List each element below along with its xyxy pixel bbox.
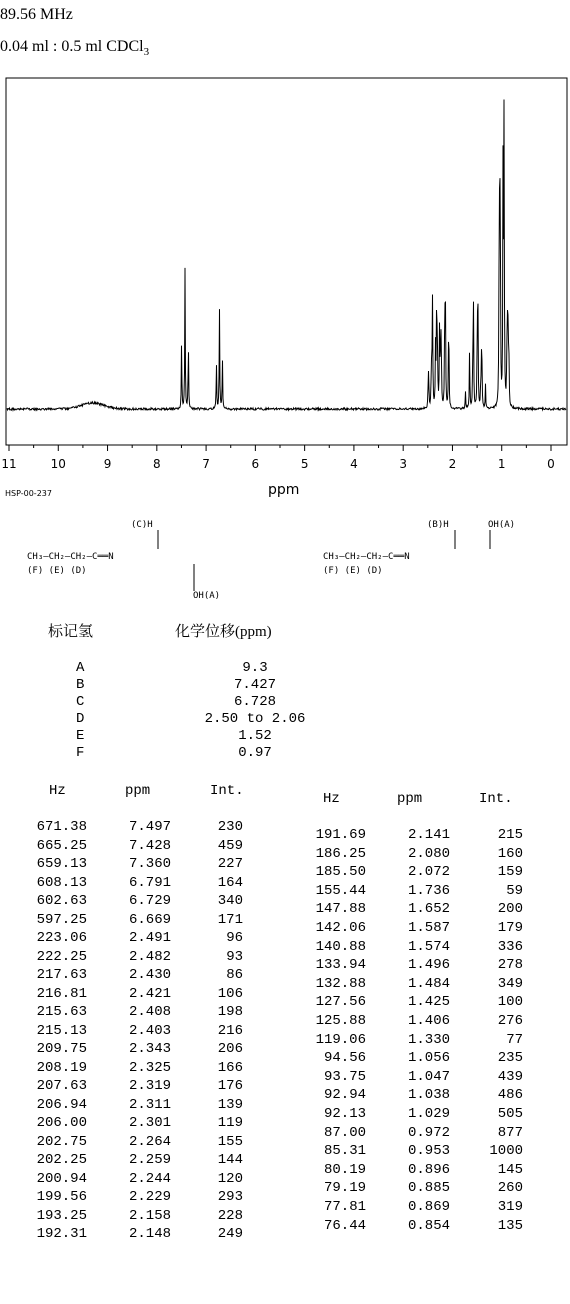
peak-ppm: 2.421 [128, 985, 171, 1002]
assignment-label: E [76, 728, 85, 744]
peak-hz: 200.94 [36, 1170, 87, 1187]
left-header-hz: Hz [49, 783, 66, 799]
peak-int: 235 [497, 1050, 523, 1067]
peak-hz: 125.88 [315, 1013, 366, 1029]
peak-ppm: 2.403 [128, 1022, 171, 1039]
peak-int: 206 [217, 1041, 243, 1057]
x-tick-label: 3 [399, 457, 408, 471]
peak-int: 1000 [489, 1143, 523, 1160]
peak-int: 486 [497, 1087, 523, 1104]
peak-int: 200 [497, 901, 523, 918]
peak-hz: 193.25 [36, 1207, 87, 1224]
peak-hz: 665.25 [36, 837, 87, 854]
peak-int: 96 [226, 930, 243, 946]
peak-hz: 119.06 [315, 1031, 366, 1048]
peak-ppm: 1.736 [407, 882, 450, 899]
x-tick-label: 7 [202, 457, 210, 471]
peak-ppm: 0.953 [407, 1143, 450, 1160]
peak-ppm: 2.301 [128, 1115, 171, 1131]
peak-hz: 142.06 [315, 920, 366, 936]
peak-hz: 216.81 [36, 985, 87, 1002]
peak-hz: 217.63 [36, 967, 87, 983]
peak-ppm: 7.428 [128, 837, 171, 854]
peak-ppm: 7.360 [128, 856, 171, 872]
assignment-label: F [76, 745, 85, 761]
x-axis-tick-labels [1, 457, 554, 471]
peak-ppm: 1.056 [407, 1050, 450, 1067]
peak-ppm: 6.729 [128, 893, 171, 909]
right-header-ppm: ppm [397, 791, 423, 807]
peak-hz: 92.94 [323, 1087, 366, 1104]
left-header-int: Int. [210, 783, 244, 799]
peak-int: 171 [217, 911, 243, 928]
peak-hz: 155.44 [315, 882, 366, 899]
peak-ppm: 2.158 [128, 1207, 171, 1224]
peak-int: 106 [217, 985, 243, 1002]
peak-hz: 597.25 [36, 911, 87, 928]
peak-ppm: 1.574 [407, 938, 450, 955]
peak-hz: 85.31 [323, 1143, 366, 1160]
peak-int: 228 [217, 1207, 243, 1224]
peak-ppm: 1.406 [407, 1013, 450, 1029]
x-tick-label: 10 [50, 457, 66, 471]
peak-ppm: 2.343 [128, 1041, 171, 1057]
peak-int: 100 [497, 994, 523, 1011]
peak-hz: 93.75 [323, 1068, 366, 1085]
peak-hz: 185.50 [315, 864, 366, 881]
peak-hz: 87.00 [323, 1124, 366, 1141]
peak-hz: 207.63 [36, 1078, 87, 1094]
peak-int: 230 [217, 819, 243, 835]
x-tick-label: 1 [497, 457, 506, 471]
right-letters: (F) (E) (D) [323, 566, 383, 576]
left-bottom-label: OH(A) [193, 591, 221, 601]
peak-hz: 202.25 [36, 1152, 87, 1168]
peak-ppm: 7.497 [128, 819, 171, 835]
peak-int: 93 [226, 948, 243, 965]
peak-ppm: 2.080 [407, 845, 450, 862]
assignment-label: A [76, 660, 85, 676]
assignment-header-shift: 化学位移(ppm) [175, 624, 272, 640]
peak-hz: 209.75 [36, 1041, 87, 1057]
peak-hz: 133.94 [315, 957, 366, 974]
peak-int: 155 [217, 1133, 243, 1150]
x-tick-label: 9 [103, 457, 112, 471]
peak-int: 278 [497, 957, 523, 974]
peak-ppm: 1.484 [407, 975, 450, 992]
peak-ppm: 1.047 [407, 1068, 450, 1085]
peak-hz: 77.81 [323, 1199, 366, 1215]
peak-int: 459 [217, 837, 243, 854]
peak-ppm: 2.408 [128, 1004, 171, 1020]
nmr-spectrum-chart [0, 70, 570, 490]
peak-hz: 186.25 [315, 845, 366, 862]
assignment-shift: 2.50 to 2.06 [204, 711, 306, 727]
peak-int: 877 [497, 1124, 523, 1141]
solvent-text: 0.04 ml : 0.5 ml CDCl [0, 38, 144, 55]
peak-ppm: 0.896 [407, 1161, 450, 1178]
peak-ppm: 2.148 [128, 1226, 171, 1242]
left-header-ppm: ppm [125, 783, 151, 799]
assignment-shift: 0.97 [238, 745, 272, 761]
x-tick-label: 6 [251, 457, 260, 471]
spectrum-trace [7, 100, 566, 411]
assignment-label: B [76, 677, 85, 693]
peak-ppm: 1.587 [407, 920, 450, 936]
spectrum-code: HSP-00-237 [5, 489, 52, 498]
peak-int: 135 [497, 1217, 523, 1234]
peak-int: 59 [506, 882, 523, 899]
peak-hz: 222.25 [36, 948, 87, 965]
peak-int: 227 [217, 856, 243, 872]
x-tick-label: 4 [350, 457, 358, 471]
peak-hz: 215.63 [36, 1004, 87, 1020]
right-top-label-c: (B)H [427, 520, 449, 530]
x-tick-label: 11 [1, 457, 17, 471]
peak-int: 336 [497, 938, 523, 955]
structure-diagrams [0, 512, 570, 602]
peak-ppm: 0.885 [407, 1180, 450, 1197]
x-tick-label: 8 [152, 457, 161, 471]
peak-int: 145 [497, 1161, 523, 1178]
x-axis-ticks [9, 445, 551, 451]
x-tick-label: 0 [547, 457, 555, 471]
assignment-label: C [76, 694, 85, 710]
right-header-hz: Hz [323, 791, 340, 807]
peak-hz: 206.00 [36, 1115, 87, 1131]
peak-ppm: 2.311 [128, 1096, 171, 1113]
peak-hz: 191.69 [315, 827, 366, 843]
peak-ppm: 2.319 [128, 1078, 171, 1094]
peak-hz: 671.38 [36, 819, 87, 835]
solvent-subscript: 3 [143, 46, 150, 59]
peak-hz: 127.56 [315, 994, 366, 1011]
peak-int: 198 [217, 1004, 243, 1020]
peak-hz: 140.88 [315, 938, 366, 955]
assignment-shift: 7.427 [233, 677, 276, 693]
peak-hz: 206.94 [36, 1096, 87, 1113]
peak-ppm: 6.791 [128, 874, 171, 891]
assignment-shift: 1.52 [238, 728, 272, 744]
peak-int: 120 [217, 1170, 243, 1187]
peak-int: 166 [217, 1059, 243, 1076]
right-top-label-n: OH(A) [488, 520, 516, 530]
peak-ppm: 0.854 [407, 1217, 450, 1234]
peak-hz: 94.56 [323, 1050, 366, 1067]
left-letters: (F) (E) (D) [27, 566, 87, 576]
assignment-header-label: 标记氢 [48, 624, 94, 640]
peak-int: 176 [217, 1078, 243, 1094]
peak-int: 260 [497, 1180, 523, 1197]
peak-ppm: 1.496 [407, 957, 450, 974]
peak-ppm: 2.264 [128, 1133, 171, 1150]
peak-hz: 147.88 [315, 901, 366, 918]
x-tick-label: 2 [448, 457, 457, 471]
left-chain: CH₃—CH₂—CH₂—C══N [27, 552, 114, 562]
peak-hz: 602.63 [36, 893, 87, 909]
assignment-shift: 9.3 [242, 660, 268, 676]
peak-int: 293 [217, 1189, 243, 1205]
peak-hz: 223.06 [36, 930, 87, 946]
peak-int: 77 [506, 1031, 523, 1048]
peak-ppm: 2.244 [128, 1170, 171, 1187]
peak-ppm: 1.425 [407, 994, 450, 1011]
peak-int: 276 [497, 1013, 523, 1029]
assignment-label: D [76, 711, 85, 727]
peak-ppm: 2.430 [128, 967, 171, 983]
peak-ppm: 2.072 [407, 864, 450, 881]
peak-int: 319 [497, 1199, 523, 1215]
peak-ppm: 2.491 [128, 930, 171, 946]
peak-int: 139 [217, 1096, 243, 1113]
peak-int: 164 [217, 874, 243, 891]
peak-ppm: 0.972 [407, 1124, 450, 1141]
peak-ppm: 2.229 [128, 1189, 171, 1205]
peak-int: 215 [497, 827, 523, 843]
sample-solvent [0, 38, 149, 58]
peak-ppm: 2.325 [128, 1059, 171, 1076]
peak-int: 340 [217, 893, 243, 909]
peak-hz: 92.13 [323, 1106, 366, 1122]
x-axis-label: ppm [268, 482, 300, 498]
peak-ppm: 2.259 [128, 1152, 171, 1168]
peak-hz: 202.75 [36, 1133, 87, 1150]
peak-hz: 608.13 [36, 874, 87, 891]
peak-ppm: 1.652 [407, 901, 450, 918]
peak-ppm: 1.029 [407, 1106, 450, 1122]
left-top-label: (C)H [131, 520, 153, 530]
peak-hz: 76.44 [323, 1217, 366, 1234]
peak-ppm: 2.141 [407, 827, 450, 843]
peak-int: 179 [497, 920, 523, 936]
peak-hz: 659.13 [36, 856, 87, 872]
peak-ppm: 6.669 [128, 911, 171, 928]
x-tick-label: 5 [300, 457, 309, 471]
peak-hz: 132.88 [315, 975, 366, 992]
peak-int: 249 [217, 1226, 243, 1242]
peak-int: 86 [226, 967, 243, 983]
right-chain: CH₃—CH₂—CH₂—C══N [323, 552, 410, 562]
peak-hz: 215.13 [36, 1022, 87, 1039]
peak-hz: 208.19 [36, 1059, 87, 1076]
peak-hz: 192.31 [36, 1226, 87, 1242]
peak-hz: 80.19 [323, 1161, 366, 1178]
right-header-int: Int. [479, 791, 513, 807]
peak-int: 160 [497, 845, 523, 862]
peak-hz: 79.19 [323, 1180, 366, 1197]
peak-int: 144 [217, 1152, 243, 1168]
peak-ppm: 0.869 [407, 1199, 450, 1215]
spectrometer-frequency: 89.56 MHz [0, 6, 73, 23]
peak-int: 119 [217, 1115, 243, 1131]
assignment-shift: 6.728 [233, 694, 276, 710]
peak-ppm: 2.482 [128, 948, 171, 965]
peak-int: 439 [497, 1068, 523, 1085]
peak-int: 159 [497, 864, 523, 881]
peak-ppm: 1.330 [407, 1031, 450, 1048]
peak-hz: 199.56 [36, 1189, 87, 1205]
peak-int: 505 [497, 1106, 523, 1122]
peak-int: 216 [217, 1022, 243, 1039]
peak-int: 349 [497, 975, 523, 992]
peak-ppm: 1.038 [407, 1087, 450, 1104]
